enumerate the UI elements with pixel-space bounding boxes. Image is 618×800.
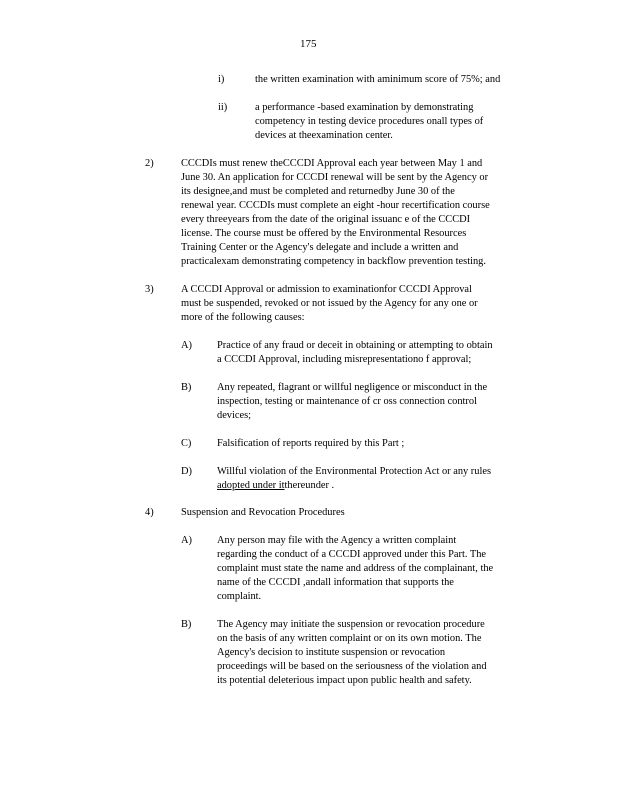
section-4-item-b-line-4: proceedings will be based on the seriousness of the violation and bbox=[217, 661, 487, 672]
section-3-line-1: A CCCDI Approval or admission to examinationfor CCCDI Approval bbox=[181, 284, 472, 295]
section-3-line-3: more of the following causes: bbox=[181, 312, 305, 323]
item-ii-label: ii) bbox=[218, 102, 228, 113]
section-4-item-a-label: A) bbox=[181, 535, 192, 546]
section-2-line-3: its designee,and must be completed and returnedby June 30 of the bbox=[181, 186, 455, 197]
section-2-line-4: renewal year. CCCDIs must complete an eight -hour recertification course bbox=[181, 200, 490, 211]
section-4-item-a-line-1: Any person may file with the Agency a written complaint bbox=[217, 535, 457, 546]
section-4-item-a-line-5: complaint. bbox=[217, 591, 262, 602]
item-ii-text-line-3: devices at theexamination center. bbox=[255, 130, 393, 141]
section-3-label: 3) bbox=[145, 284, 154, 295]
section-3-item-b-line-2: inspection, testing or maintenance of cr oss connection control bbox=[217, 396, 477, 407]
section-2-label: 2) bbox=[145, 158, 154, 169]
section-3-item-d-line-2 bbox=[217, 479, 334, 493]
section-2-line-2: June 30. An application for CCCDI renewal will be sent by the Agency or bbox=[181, 172, 489, 183]
section-4-item-a-line-4: name of the CCCDI ,andall information that supports the bbox=[217, 577, 454, 588]
trailing-text: thereunder . bbox=[284, 480, 335, 491]
section-3-item-b-line-1: Any repeated, flagrant or willful negligence or misconduct in the bbox=[217, 382, 488, 393]
section-4-item-b-line-1: The Agency may initiate the suspension or revocation procedure bbox=[217, 619, 485, 630]
section-4-item-a-line-2: regarding the conduct of a CCCDI approved under this Part. The bbox=[217, 549, 487, 560]
section-2-line-1: CCCDIs must renew theCCCDI Approval each year between May 1 and bbox=[181, 158, 483, 169]
section-4-item-a-line-3: complaint must state the name and address of the complainant, the bbox=[217, 563, 494, 574]
section-4-item-b-label: B) bbox=[181, 619, 192, 630]
page-number: 175 bbox=[300, 38, 317, 50]
section-2-line-7: Training Center or the Agency's delegate and include a written and bbox=[181, 242, 459, 253]
item-ii-text-line-1: a performance -based examination by demonstrating bbox=[255, 102, 474, 113]
section-3-item-a-line-1: Practice of any fraud or deceit in obtaining or attempting to obtain bbox=[217, 340, 493, 351]
item-ii-text-line-2: competency in testing device procedures onall types of bbox=[255, 116, 484, 127]
section-3-item-a-line-2: a CCCDI Approval, including misrepresentationo f approval; bbox=[217, 354, 472, 365]
underlined-text: adopted under it bbox=[217, 480, 285, 491]
section-4-item-b-line-5: its potential deleterious impact upon public health and safety. bbox=[217, 675, 472, 686]
section-3-item-d-label: D) bbox=[181, 466, 192, 477]
section-4-heading: Suspension and Revocation Procedures bbox=[181, 507, 345, 518]
section-2-line-8: practicalexam demonstrating competency in backflow prevention testing. bbox=[181, 256, 486, 267]
section-3-item-b-line-3: devices; bbox=[217, 410, 252, 421]
section-3-item-c-label: C) bbox=[181, 438, 192, 449]
section-4-label: 4) bbox=[145, 507, 154, 518]
section-2-line-5: every threeyears from the date of the original issuanc e of the CCCDI bbox=[181, 214, 471, 225]
section-2-line-6: license. The course must be offered by the Environmental Resources bbox=[181, 228, 467, 239]
item-i-text: the written examination with aminimum score of 75%; and bbox=[255, 74, 501, 85]
section-3-item-b-label: B) bbox=[181, 382, 192, 393]
section-4-item-b-line-2: on the basis of any written complaint or on its own motion. The bbox=[217, 633, 482, 644]
item-i-label: i) bbox=[218, 74, 225, 85]
section-3-item-d-line-1: Willful violation of the Environmental Protection Act or any rules bbox=[217, 466, 492, 477]
section-3-line-2: must be suspended, revoked or not issued by the Agency for any one or bbox=[181, 298, 478, 309]
section-3-item-c-line-1: Falsification of reports required by this Part ; bbox=[217, 438, 405, 449]
section-4-item-b-line-3: Agency's decision to institute suspension or revocation bbox=[217, 647, 446, 658]
section-3-item-a-label: A) bbox=[181, 340, 192, 351]
